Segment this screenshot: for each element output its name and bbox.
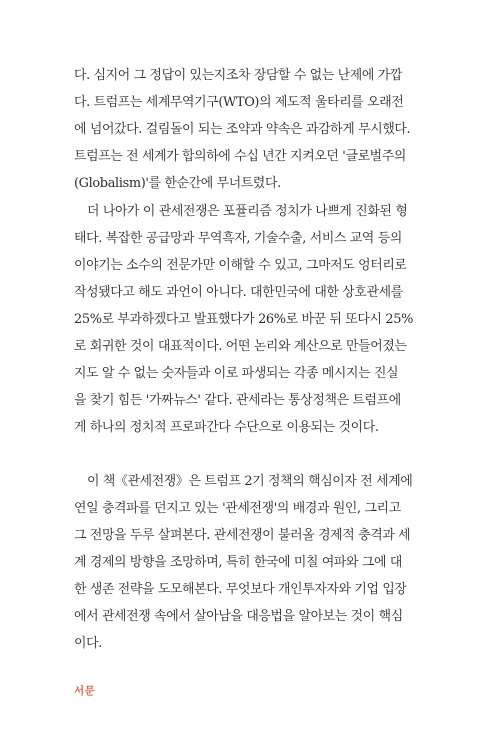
text-line: 다. 심지어 그 정답이 있는지조차 장담할 수 없는 난제에 가깝 (74, 68, 402, 83)
text-line: 다. 트럼프는 세계무역기구(WTO)의 제도적 울타리를 오래전 (74, 95, 404, 110)
text-line: 을 찾기 힘든 '가짜뉴스' 같다. 관세라는 통상정책은 트럼프에 (74, 393, 401, 408)
paragraph (74, 62, 434, 197)
text-line: 그 전망을 두루 살펴본다. 관세전쟁이 불러올 경제적 충격과 세 (74, 528, 411, 543)
text-line: 계 경제의 방향을 조망하며, 특히 한국에 미칠 여파와 그에 대 (74, 555, 402, 570)
text-line: 연일 충격파를 던지고 있는 '관세전쟁'의 배경과 원인, 그리고 (74, 501, 401, 516)
text-line: 이야기는 소수의 전문가만 이해할 수 있고, 그마저도 엉터리로 (74, 258, 407, 273)
paragraph (74, 468, 434, 657)
text-line: 에 넘어갔다. 걸림돌이 되는 조약과 약속은 과감하게 무시했다. (74, 122, 411, 137)
text-line: 로 회귀한 것이 대표적이다. 어떤 논리와 계산으로 만들어졌는 (74, 339, 407, 354)
text-line: (Globalism)'를 한순간에 무너트렸다. (74, 176, 281, 191)
running-head: 서문 (74, 685, 96, 697)
text-line: 에서 관세전쟁 속에서 살아남을 대응법을 알아보는 것이 핵심 (74, 609, 403, 624)
text-line: 게 하나의 정치적 프로파간다 수단으로 이용되는 것이다. (74, 420, 379, 435)
text-line: 태다. 복잡한 공급망과 무역흑자, 기술수출, 서비스 교역 등의 (74, 231, 402, 246)
text-line: 작성됐다고 해도 과언이 아니다. 대한민국에 대한 상호관세를 (74, 285, 403, 300)
text-line: 지도 알 수 없는 숫자들과 이로 파생되는 각종 메시지는 진실 (74, 366, 399, 381)
text-line: 더 나아가 이 관세전쟁은 포퓰리즘 정치가 나쁘게 진화된 형 (87, 204, 408, 219)
text-line: 이다. (74, 636, 102, 651)
text-line: 한 생존 전략을 도모해본다. 무엇보다 개인투자자와 기업 입장 (74, 582, 407, 597)
text-line: 이 책《관세전쟁》은 트럼프 2기 정책의 핵심이자 전 세계에 (87, 474, 413, 489)
text-line: 25%로 부과하겠다고 발표했다가 26%로 바꾼 뒤 또다시 25% (74, 312, 413, 327)
paragraph (74, 198, 434, 441)
text-line: 트럼프는 전 세계가 합의하에 수십 년간 지켜오던 '글로벌주의 (74, 149, 406, 164)
